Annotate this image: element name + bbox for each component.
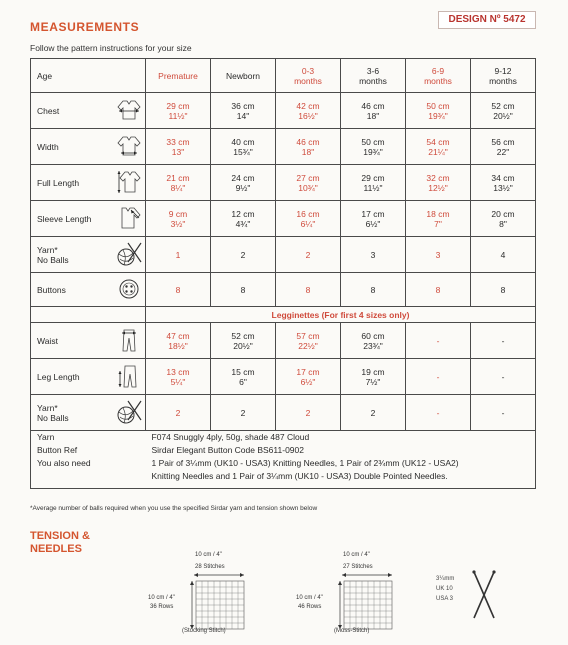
- measurement-cell: 9 cm 3½": [146, 201, 211, 237]
- measurement-cell: 33 cm 13": [146, 129, 211, 165]
- balls-cell: 4: [471, 237, 536, 273]
- full-length-icon: [116, 168, 142, 198]
- measurement-cell: -: [471, 323, 536, 359]
- swatch-caption: (Moss-Stitch): [334, 628, 370, 634]
- measurement-cell: 34 cm 13½": [471, 165, 536, 201]
- chest-icon: [116, 98, 142, 124]
- size-header: 3-6 months: [341, 59, 406, 93]
- swatch-rows: 36 Rows: [150, 604, 174, 610]
- tension-swatch-stocking: [148, 552, 258, 642]
- balls-cell: 2: [276, 395, 341, 431]
- measurement-cell: 32 cm 12½": [406, 165, 471, 201]
- balls-cell: 1: [146, 237, 211, 273]
- yarn-ball-icon: [115, 398, 143, 428]
- swatch-width: 10 cm / 4": [195, 552, 222, 558]
- measurement-cell: 46 cm 18": [276, 129, 341, 165]
- measurement-cell: 29 cm 11½": [146, 93, 211, 129]
- row-label: Full Length: [31, 165, 114, 201]
- swatch-height: 10 cm / 4": [296, 595, 323, 601]
- table-row-yarn: [31, 237, 536, 273]
- materials-values: F074 Snuggly 4ply, 50g, shade 487 Cloud Sirdar Elegant Button Code BS611-0902 1 Pair of 3¼mm (UK10 - USA3) Knitting Needles, 1 Pair of 2¾mm (UK12 - USA2) Knitting Needles and 1 Pair of 3¼mm (UK10 - USA3) Double Pointed Needles.: [146, 431, 536, 489]
- measurement-cell: -: [406, 323, 471, 359]
- button-icon: [116, 276, 142, 304]
- row-label: Chest: [31, 93, 114, 129]
- size-header: 9-12 months: [471, 59, 536, 93]
- balls-cell: -: [471, 395, 536, 431]
- measurement-cell: 56 cm 22": [471, 129, 536, 165]
- row-label: Buttons: [31, 273, 114, 307]
- measurement-cell: 52 cm 20½": [211, 323, 276, 359]
- row-label: Yarn* No Balls: [31, 395, 114, 431]
- tension-heading: TENSION & NEEDLES: [30, 530, 90, 555]
- measurement-cell: 57 cm 22½": [276, 323, 341, 359]
- measurement-cell: 19 cm 7½": [341, 359, 406, 395]
- table-row-buttons: [31, 273, 536, 307]
- swatch-stitches: 27 Stitches: [343, 564, 373, 570]
- buttons-cell: 8: [211, 273, 276, 307]
- measurement-cell: 12 cm 4¾": [211, 201, 276, 237]
- row-label: Yarn* No Balls: [31, 237, 114, 273]
- measurement-cell: 60 cm 23¾": [341, 323, 406, 359]
- measurement-cell: 24 cm 9½": [211, 165, 276, 201]
- row-label: Waist: [31, 323, 114, 359]
- measurement-cell: 18 cm 7": [406, 201, 471, 237]
- table-row: [31, 93, 536, 129]
- balls-cell: -: [406, 395, 471, 431]
- measurement-cell: -: [471, 359, 536, 395]
- swatch-grid-icon: [338, 572, 396, 634]
- measurement-cell: 50 cm 19¾": [406, 93, 471, 129]
- measurement-cell: 16 cm 6¼": [276, 201, 341, 237]
- row-label: Width: [31, 129, 114, 165]
- waist-icon: [116, 326, 142, 356]
- design-number: DESIGN Nº 5472: [438, 11, 536, 29]
- balls-cell: 2: [146, 395, 211, 431]
- leg-length-icon: [116, 362, 142, 392]
- table-row: [31, 129, 536, 165]
- measurement-cell: 47 cm 18½": [146, 323, 211, 359]
- table-row-age: [31, 59, 536, 93]
- balls-cell: 2: [211, 395, 276, 431]
- table-row: [31, 201, 536, 237]
- measurement-cell: 54 cm 21¼": [406, 129, 471, 165]
- balls-cell: 3: [341, 237, 406, 273]
- size-header: Newborn: [211, 59, 276, 93]
- materials-row: [31, 431, 536, 489]
- buttons-cell: 8: [276, 273, 341, 307]
- tension-swatch-moss: [296, 552, 406, 642]
- swatch-stitches: 28 Stitches: [195, 564, 225, 570]
- table-row: [31, 323, 536, 359]
- measurement-cell: 17 cm 6½": [276, 359, 341, 395]
- buttons-cell: 8: [341, 273, 406, 307]
- measurement-cell: 50 cm 19¾": [341, 129, 406, 165]
- balls-cell: 2: [276, 237, 341, 273]
- size-header: 0-3 months: [276, 59, 341, 93]
- yarn-ball-icon: [115, 240, 143, 270]
- row-label: Leg Length: [31, 359, 114, 395]
- balls-cell: 2: [341, 395, 406, 431]
- swatch-caption: (Stocking Stitch): [182, 628, 226, 634]
- width-icon: [116, 134, 142, 160]
- page-title: MEASUREMENTS: [30, 20, 140, 34]
- swatch-width: 10 cm / 4": [343, 552, 370, 558]
- swatch-rows: 46 Rows: [298, 604, 322, 610]
- row-label: Age: [31, 59, 114, 93]
- legginettes-header-row: [31, 307, 536, 323]
- measurement-cell: 17 cm 6½": [341, 201, 406, 237]
- measurement-cell: 42 cm 16½": [276, 93, 341, 129]
- measurements-table: [30, 58, 536, 489]
- materials-labels: Yarn Button Ref You also need: [31, 431, 146, 489]
- size-header: 6-9 months: [406, 59, 471, 93]
- balls-cell: 2: [211, 237, 276, 273]
- measurement-cell: 27 cm 10¾": [276, 165, 341, 201]
- buttons-cell: 8: [471, 273, 536, 307]
- footnote: *Average number of balls required when you use the specified Sirdar yarn and tension shown below: [30, 505, 318, 512]
- buttons-cell: 8: [406, 273, 471, 307]
- size-header: Premature: [146, 59, 211, 93]
- measurement-cell: 36 cm 14": [211, 93, 276, 129]
- table-row-leg-yarn: [31, 395, 536, 431]
- crossed-needles-icon: [470, 570, 498, 620]
- legginettes-header: Legginettes (For first 4 sizes only): [146, 307, 536, 323]
- measurement-cell: 15 cm 6": [211, 359, 276, 395]
- row-label: Sleeve Length: [31, 201, 114, 237]
- swatch-grid-icon: [190, 572, 248, 634]
- balls-cell: 3: [406, 237, 471, 273]
- measurement-cell: 52 cm 20½": [471, 93, 536, 129]
- measurement-cell: 21 cm 8¼": [146, 165, 211, 201]
- table-row: [31, 165, 536, 201]
- swatch-height: 10 cm / 4": [148, 595, 175, 601]
- measurement-cell: -: [406, 359, 471, 395]
- measurement-cell: 20 cm 8": [471, 201, 536, 237]
- sleeve-length-icon: [116, 204, 142, 234]
- measurement-cell: 40 cm 15¾": [211, 129, 276, 165]
- needle-size-label: 3¼mm UK 10 USA 3: [436, 576, 455, 602]
- measurement-cell: 46 cm 18": [341, 93, 406, 129]
- buttons-cell: 8: [146, 273, 211, 307]
- measurement-cell: 29 cm 11½": [341, 165, 406, 201]
- intro-text: Follow the pattern instructions for your size: [30, 43, 192, 53]
- measurement-cell: 13 cm 5¼": [146, 359, 211, 395]
- table-row: [31, 359, 536, 395]
